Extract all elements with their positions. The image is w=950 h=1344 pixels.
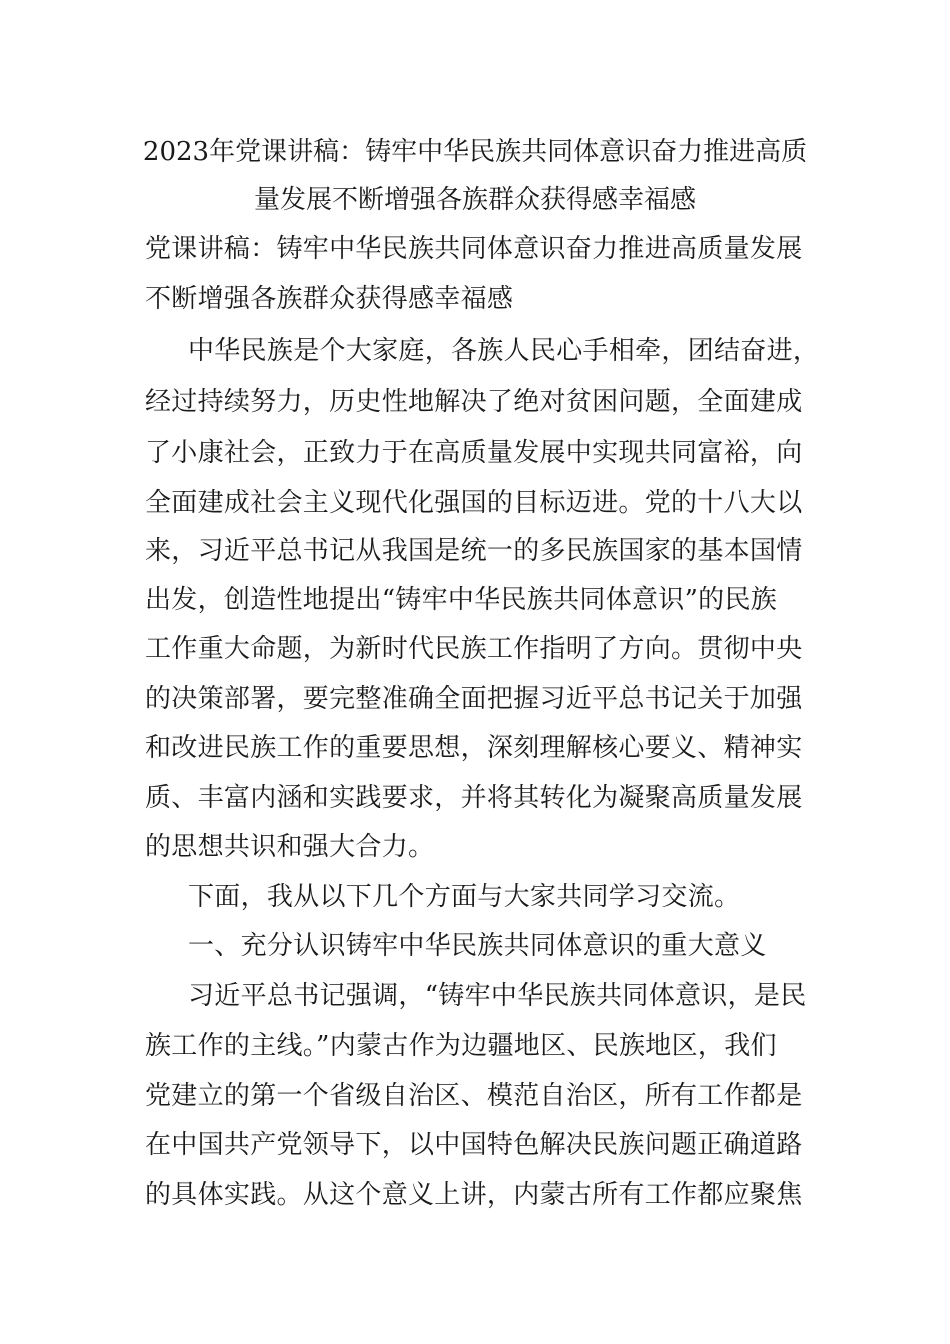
paragraph1-line-8: 的决策部署，要完整准确全面把握习近平总书记关于加强	[145, 684, 803, 714]
paragraph1-line-4: 全面建成社会主义现代化强国的目标迈进。党的十八大以	[145, 488, 803, 518]
paragraph1-line-1: 中华民族是个大家庭，各族人民心手相牵，团结奋进，	[188, 336, 820, 366]
paragraph1-line-3: 了小康社会，正致力于在高质量发展中实现共同富裕，向	[145, 438, 803, 468]
paragraph1-line-9: 和改进民族工作的重要思想，深刻理解核心要义、精神实	[145, 733, 803, 763]
paragraph3-line-2: 族工作的主线。”内蒙古作为边疆地区、民族地区，我们	[145, 1031, 777, 1061]
paragraph3-line-4: 在中国共产党领导下，以中国特色解决民族问题正确道路	[145, 1130, 803, 1160]
paragraph1-line-7: 工作重大命题，为新时代民族工作指明了方向。贯彻中央	[145, 634, 803, 664]
paragraph1-line-6: 出发，创造性地提出“铸牢中华民族共同体意识”的民族	[145, 585, 778, 615]
document-title-line-1: 2023年党课讲稿：铸牢中华民族共同体意识奋力推进高质	[142, 137, 808, 167]
paragraph3-line-5: 的具体实践。从这个意义上讲，内蒙古所有工作都应聚焦	[145, 1180, 803, 1210]
document-title-line-2: 量发展不断增强各族群众获得感幸福感	[253, 185, 696, 215]
paragraph1-line-11: 的思想共识和强大合力。	[145, 832, 435, 862]
subtitle-line-1: 党课讲稿：铸牢中华民族共同体意识奋力推进高质量发展	[145, 234, 803, 264]
subtitle-line-2: 不断增强各族群众获得感幸福感	[145, 284, 514, 314]
section-heading-1: 一、充分认识铸牢中华民族共同体意识的重大意义	[188, 931, 767, 961]
paragraph2: 下面，我从以下几个方面与大家共同学习交流。	[188, 882, 741, 912]
paragraph3-line-1: 习近平总书记强调，“铸牢中华民族共同体意识，是民	[188, 981, 807, 1011]
paragraph1-line-10: 质、丰富内涵和实践要求，并将其转化为凝聚高质量发展	[145, 783, 803, 813]
paragraph1-line-5: 来，习近平总书记从我国是统一的多民族国家的基本国情	[145, 536, 803, 566]
paragraph1-line-2: 经过持续努力，历史性地解决了绝对贫困问题，全面建成	[145, 387, 803, 417]
paragraph3-line-3: 党建立的第一个省级自治区、模范自治区，所有工作都是	[145, 1081, 803, 1111]
